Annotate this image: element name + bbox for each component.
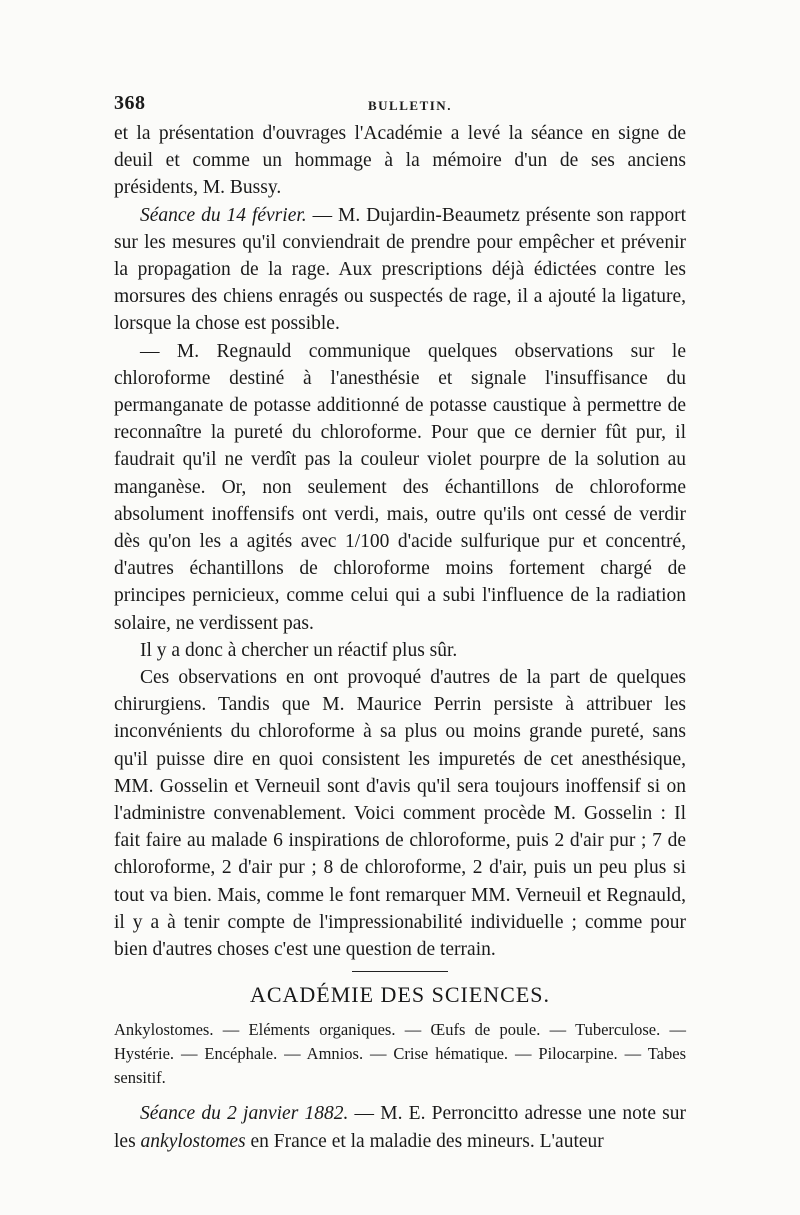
text-run: — M. E. Perroncitto adresse une note sur les xyxy=(114,1103,687,1152)
paragraph xyxy=(114,637,686,664)
text-run: et la présentation d'ouvrages l'Académie a levé la séance en signe de deuil et comme un hommage à la mémoire d'un de ses anciens présidents, M. Bussy. xyxy=(114,123,686,199)
paragraph xyxy=(114,202,686,338)
page-number: 368 xyxy=(114,92,146,114)
document-page xyxy=(114,92,686,1155)
final-paragraph xyxy=(114,1100,686,1154)
text-run: Il y a donc à chercher un réactif plus sûr. xyxy=(140,639,458,661)
paragraph xyxy=(114,120,686,202)
italic-text: ankylostomes xyxy=(140,1130,246,1152)
running-head: BULLETIN. xyxy=(368,98,452,113)
italic-text: Séance du 14 février. xyxy=(140,204,307,226)
text-run: Ces observations en ont provoqué d'autres de la part de quelques chirurgiens. Tandis que M. Maurice Perrin persiste à attribuer les inconvénients du chloroforme à sa plus ou moins grande pureté, sans qu'il puisse dire en quoi consistent les impuretés de cet anesthésique, MM. Gosselin et Verneuil sont d'avis qu'il sera toujours inoffensif si on l'administre convenablement. Voici comment procède M. Gosselin : Il fait faire au malade 6 inspirations de chloroforme, puis 2 d'air pur ; 7 de chloroforme, 2 d'air pur ; 8 de chloroforme, 2 d'air, puis un peu plus si tout va bien. Mais, comme le font remarquer MM. Verneuil et Regnauld, il y a à tenir compte de l'impressionabilité individuelle ; comme pour bien d'autres choses c'est une question de terrain. xyxy=(114,667,686,961)
paragraph xyxy=(114,664,686,963)
page-header xyxy=(114,92,686,120)
section-divider xyxy=(352,971,448,972)
text-run: — M. Regnauld communique quelques observations sur le chloroforme destiné à l'anesthésie et signale l'insuffisance du permanganate de potasse additionné de potasse caustique à permettre de reconnaître la pureté du chloroforme. Pour que ce dernier fût pur, il faudrait qu'il ne verdît pas la couleur violet pourpre de la solution au manganèse. Or, non seulement des échantillons de chloroforme absolument inoffensifs ont verdi, mais, outre qu'ils ont cessé de verdir dès qu'on les a agités avec 1/100 d'acide sulfurique pur et concentré, d'autres échantillons de chloroforme moins fortement chargé de principes pernicieux, comme celui qui a subi l'influence de la radiation solaire, ne verdissent pas. xyxy=(114,340,686,634)
text-run: en France et la maladie des mineurs. L'auteur xyxy=(245,1130,604,1152)
section-title: ACADÉMIE DES SCIENCES. xyxy=(249,982,551,1008)
italic-text: Séance du 2 janvier 1882. xyxy=(140,1103,349,1125)
text-run: — M. Dujardin-Beaumetz présente son rapport sur les mesures qu'il conviendrait de prendre pour empêcher et prévenir la propagation de la rage. Aux prescriptions déjà édictées contre les morsures des chiens enragés ou suspectés de rage, il a ajouté la ligature, lorsque la chose est possible. xyxy=(114,204,686,335)
section-summary: Ankylostomes. — Eléments organiques. — Œufs de poule. — Tuberculose. — Hystérie. — Encéphale. — Amnios. — Crise hématique. — Pilocarpine. — Tabes sensitif. xyxy=(114,1020,686,1088)
body-text xyxy=(114,120,686,963)
paragraph xyxy=(114,338,686,637)
